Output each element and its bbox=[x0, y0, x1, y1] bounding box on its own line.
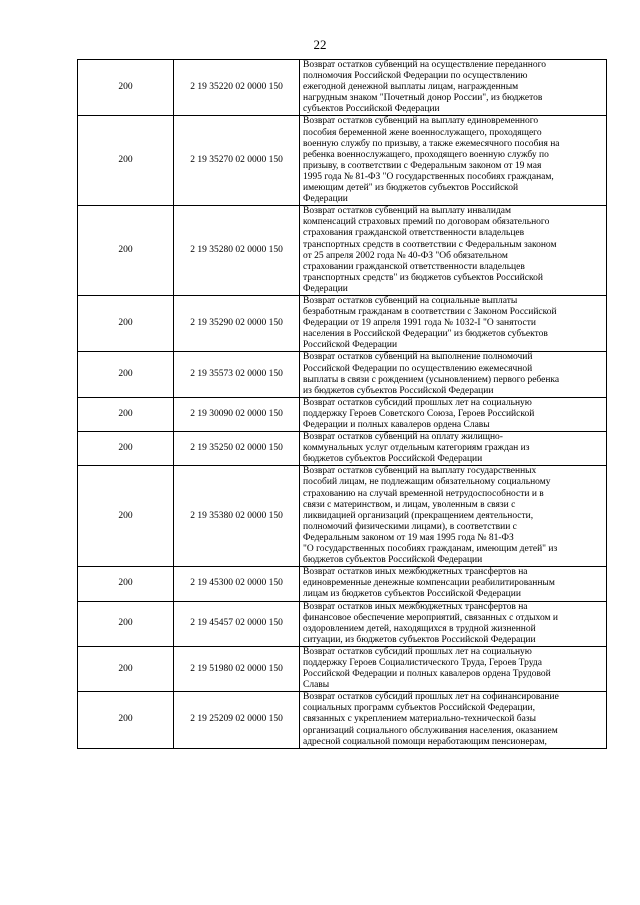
description-line: безработным гражданам в соответствии с Законом Российской bbox=[303, 307, 557, 318]
description-cell bbox=[300, 646, 607, 691]
description-line: Возврат остатков субвенций на оплату жилищно- bbox=[303, 432, 503, 443]
table-row bbox=[78, 692, 607, 748]
description-line: полномочий физическими лицами), в соответствии с bbox=[303, 521, 517, 532]
description-line: связанных с укреплением материально-технической базы bbox=[303, 714, 536, 725]
description-line: военную службу по призыву, а также ежемесячного пособия на bbox=[303, 138, 560, 149]
table-row bbox=[78, 601, 607, 646]
description-cell bbox=[300, 397, 607, 431]
description-cell bbox=[300, 567, 607, 601]
description-line: Российской Федерации по осуществлению ежемесячной bbox=[303, 363, 533, 374]
table-row bbox=[78, 466, 607, 567]
table-row bbox=[78, 60, 607, 116]
admin-code-cell: 200 bbox=[78, 692, 174, 748]
table-row bbox=[78, 567, 607, 601]
description-cell bbox=[300, 432, 607, 466]
description-line: Возврат остатков субвенций на выполнение полномочий bbox=[303, 352, 533, 363]
admin-code-cell: 200 bbox=[78, 432, 174, 466]
description-cell bbox=[300, 601, 607, 646]
description-line: бюджетов субъектов Российской Федерации bbox=[303, 454, 483, 465]
table-row bbox=[78, 352, 607, 397]
description-line: выплаты в связи с рождением (усыновлением) первого ребенка bbox=[303, 374, 560, 385]
description-line: имеющим детей" из бюджетов субъектов Российской bbox=[303, 183, 519, 194]
description-line: Федеральным законом от 19 мая 1995 года № 81-ФЗ bbox=[303, 532, 514, 543]
budget-code-cell: 2 19 35220 02 0000 150 bbox=[174, 60, 300, 116]
table-row bbox=[78, 206, 607, 296]
description-line: страховании гражданской ответственности владельцев bbox=[303, 261, 525, 272]
description-line: Возврат остатков иных межбюджетных трансфертов на bbox=[303, 601, 528, 612]
table-row bbox=[78, 295, 607, 351]
description-line: призыву, в соответствии с Федеральным законом от 19 мая bbox=[303, 160, 542, 171]
description-line: Возврат остатков субвенций на осуществление переданного bbox=[303, 60, 547, 70]
description-line: ежегодной денежной выплаты лицам, награжденным bbox=[303, 82, 519, 93]
description-line: ликвидацией организаций (прекращением деятельности, bbox=[303, 510, 534, 521]
budget-code-cell: 2 19 35380 02 0000 150 bbox=[174, 466, 300, 567]
table-row bbox=[78, 116, 607, 206]
description-line: Российской Федерации bbox=[303, 340, 398, 351]
description-cell bbox=[300, 60, 607, 116]
description-cell bbox=[300, 692, 607, 748]
budget-code-cell: 2 19 25209 02 0000 150 bbox=[174, 692, 300, 748]
description-line: Федерации от 19 апреля 1991 года № 1032-I "О занятости bbox=[303, 318, 536, 329]
description-cell bbox=[300, 466, 607, 567]
admin-code-cell: 200 bbox=[78, 352, 174, 397]
description-line: Славы bbox=[303, 680, 330, 691]
budget-code-cell: 2 19 35573 02 0000 150 bbox=[174, 352, 300, 397]
description-line: транспортных средств в соответствии с Федеральным законом bbox=[303, 239, 557, 250]
description-cell bbox=[300, 206, 607, 296]
description-line: адресной социальной помощи неработающим пенсионерам, bbox=[303, 736, 547, 747]
description-line: единовременные денежные компенсации реабилитированным bbox=[303, 578, 555, 589]
budget-code-cell: 2 19 51980 02 0000 150 bbox=[174, 646, 300, 691]
description-line: коммунальных услуг отдельным категориям граждан из bbox=[303, 443, 530, 454]
description-line: нагрудным знаком "Почетный донор России", из бюджетов bbox=[303, 93, 543, 104]
budget-code-cell: 2 19 35290 02 0000 150 bbox=[174, 295, 300, 351]
budget-code-cell: 2 19 35270 02 0000 150 bbox=[174, 116, 300, 206]
description-line: ребенка военнослужащего, проходящего военную службу по bbox=[303, 149, 549, 160]
table-row bbox=[78, 397, 607, 431]
description-line: Возврат остатков субвенций на выплату инвалидам bbox=[303, 206, 512, 217]
description-line: социальных программ субъектов Российской Федерации, bbox=[303, 703, 535, 714]
description-line: страхования гражданской ответственности владельцев bbox=[303, 228, 525, 239]
description-line: Возврат остатков иных межбюджетных трансфертов на bbox=[303, 567, 528, 578]
description-line: "О государственных пособиях гражданам, имеющим детей" из bbox=[303, 544, 558, 555]
description-line: 1995 года № 81-ФЗ "О государственных пособиях гражданам, bbox=[303, 171, 554, 182]
description-line: компенсаций страховых премий по договорам обязательного bbox=[303, 217, 550, 228]
description-line: Возврат остатков субвенций на выплату единовременного bbox=[303, 116, 539, 127]
description-line: Федерации и полных кавалеров ордена Славы bbox=[303, 420, 490, 430]
description-line: из бюджетов субъектов Российской Федерации bbox=[303, 385, 494, 396]
page-number: 22 bbox=[313, 37, 327, 52]
admin-code-cell: 200 bbox=[78, 206, 174, 296]
description-line: страхованию на случай временной нетрудоспособности и в bbox=[303, 488, 544, 499]
description-line: пособия беременной жене военнослужащего, проходящего bbox=[303, 127, 542, 138]
budget-code-cell: 2 19 45300 02 0000 150 bbox=[174, 567, 300, 601]
description-line: от 25 апреля 2002 года № 40-ФЗ "Об обязательном bbox=[303, 250, 508, 261]
description-line: транспортных средств" из бюджетов субъектов Российской bbox=[303, 272, 543, 283]
description-line: Федерации bbox=[303, 194, 348, 205]
description-line: связи с материнством, и лицам, уволенным в связи с bbox=[303, 499, 516, 510]
description-line: Федерации bbox=[303, 283, 348, 294]
table-body bbox=[78, 60, 607, 749]
description-line: ситуации, из бюджетов субъектов Российской Федерации bbox=[303, 634, 536, 645]
description-line: Возврат остатков субсидий прошлых лет на социальную bbox=[303, 397, 532, 408]
budget-code-cell: 2 19 30090 02 0000 150 bbox=[174, 397, 300, 431]
admin-code-cell: 200 bbox=[78, 116, 174, 206]
description-line: субъектов Российской Федерации bbox=[303, 104, 440, 115]
admin-code-cell: 200 bbox=[78, 397, 174, 431]
description-line: Российской Федерации и полных кавалеров ордена Трудовой bbox=[303, 669, 551, 680]
description-line: поддержку Героев Советского Союза, Героев Российской bbox=[303, 408, 535, 419]
description-line: пособий лицам, не подлежащим обязательному социальному bbox=[303, 477, 551, 488]
description-line: организаций социального обслуживания населения, оказанием bbox=[303, 725, 558, 736]
budget-classification-table bbox=[77, 59, 607, 749]
description-cell bbox=[300, 352, 607, 397]
description-line: финансовое обеспечение мероприятий, связанных с отдыхом и bbox=[303, 612, 558, 623]
budget-code-cell: 2 19 35280 02 0000 150 bbox=[174, 206, 300, 296]
admin-code-cell: 200 bbox=[78, 601, 174, 646]
description-line: поддержку Героев Социалистического Труда, Героев Труда bbox=[303, 657, 542, 668]
description-line: полномочия Российской Федерации по осуществлению bbox=[303, 71, 528, 82]
budget-code-cell: 2 19 35250 02 0000 150 bbox=[174, 432, 300, 466]
description-line: оздоровлением детей, находящихся в трудной жизненной bbox=[303, 623, 536, 634]
description-cell bbox=[300, 295, 607, 351]
budget-code-cell: 2 19 45457 02 0000 150 bbox=[174, 601, 300, 646]
description-cell bbox=[300, 116, 607, 206]
description-line: лицам из бюджетов субъектов Российской Федерации bbox=[303, 589, 521, 600]
description-line: Возврат остатков субсидий прошлых лет на социальную bbox=[303, 646, 532, 657]
admin-code-cell: 200 bbox=[78, 466, 174, 567]
admin-code-cell: 200 bbox=[78, 60, 174, 116]
table-row bbox=[78, 646, 607, 691]
description-line: Возврат остатков субвенций на выплату государственных bbox=[303, 466, 537, 477]
admin-code-cell: 200 bbox=[78, 295, 174, 351]
description-line: бюджетов субъектов Российской Федерации bbox=[303, 555, 483, 566]
admin-code-cell: 200 bbox=[78, 567, 174, 601]
description-line: Возврат остатков субвенций на социальные выплаты bbox=[303, 295, 518, 306]
description-line: Возврат остатков субсидий прошлых лет на софинансирование bbox=[303, 692, 559, 703]
table-row bbox=[78, 432, 607, 466]
admin-code-cell: 200 bbox=[78, 646, 174, 691]
description-line: населения в Российской Федерации" из бюджетов субъектов bbox=[303, 329, 548, 340]
